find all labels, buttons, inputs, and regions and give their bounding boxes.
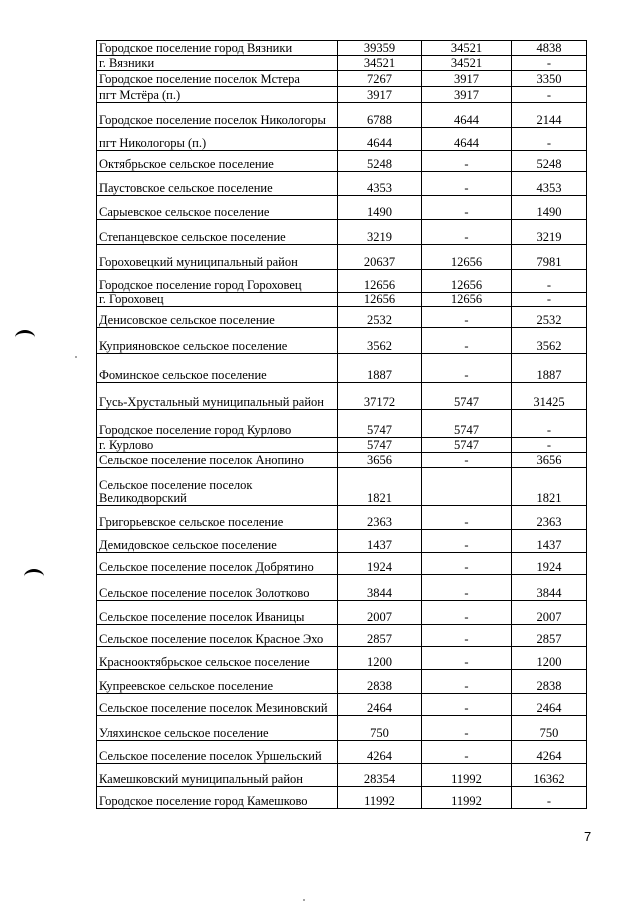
row-value-1-cell: 1437 [338, 530, 422, 553]
row-name-cell: Городское поселение город Курлово [97, 410, 338, 438]
row-value-2-cell: - [422, 530, 512, 553]
row-value-2-cell: - [422, 647, 512, 670]
row-value-2-cell: - [422, 694, 512, 716]
row-value-3-cell: - [512, 410, 587, 438]
row-value-1-cell: 5747 [338, 410, 422, 438]
row-value-2-cell: - [422, 151, 512, 172]
row-name-cell: Гороховецкий муниципальный район [97, 245, 338, 270]
row-value-1-cell: 6788 [338, 103, 422, 128]
row-name-cell: Сельское поселение поселок Добрятино [97, 553, 338, 575]
row-value-2-cell [422, 468, 512, 506]
table-row [97, 128, 587, 151]
row-name-cell: Сельское поселение поселок Иваницы [97, 601, 338, 625]
row-value-3-cell: 2007 [512, 601, 587, 625]
row-value-2-cell: 4644 [422, 128, 512, 151]
row-value-2-cell: - [422, 625, 512, 647]
row-value-1-cell: 2363 [338, 506, 422, 530]
row-name-cell: пгт Мстёра (п.) [97, 87, 338, 103]
row-value-1-cell: 5747 [338, 438, 422, 453]
row-value-2-cell: - [422, 172, 512, 196]
row-value-3-cell: - [512, 293, 587, 307]
row-value-3-cell: 2532 [512, 307, 587, 328]
table-row [97, 438, 587, 453]
row-value-1-cell: 39359 [338, 41, 422, 56]
table-row [97, 172, 587, 196]
row-value-2-cell: - [422, 220, 512, 245]
table-row [97, 293, 587, 307]
row-value-2-cell: - [422, 307, 512, 328]
row-name-cell: Городское поселение город Вязники [97, 41, 338, 56]
row-name-cell: Фоминское сельское поселение [97, 354, 338, 383]
row-value-3-cell: - [512, 787, 587, 809]
table-row [97, 601, 587, 625]
row-value-1-cell: 1887 [338, 354, 422, 383]
row-value-2-cell: 11992 [422, 787, 512, 809]
row-value-2-cell: - [422, 196, 512, 220]
row-value-3-cell: - [512, 438, 587, 453]
row-value-2-cell: - [422, 553, 512, 575]
scan-dot [75, 356, 77, 358]
row-value-2-cell: 5747 [422, 410, 512, 438]
row-value-3-cell: 3350 [512, 71, 587, 87]
row-value-1-cell: 12656 [338, 270, 422, 293]
table-row [97, 530, 587, 553]
row-name-cell: Камешковский муниципальный район [97, 764, 338, 787]
row-value-2-cell: 11992 [422, 764, 512, 787]
row-value-2-cell: - [422, 354, 512, 383]
row-value-3-cell: 2363 [512, 506, 587, 530]
row-value-2-cell: 3917 [422, 71, 512, 87]
row-value-1-cell: 1490 [338, 196, 422, 220]
table-row [97, 354, 587, 383]
table-row [97, 151, 587, 172]
row-value-1-cell: 1821 [338, 468, 422, 506]
row-value-3-cell: 4838 [512, 41, 587, 56]
row-value-3-cell: 2838 [512, 670, 587, 694]
row-value-3-cell: 1490 [512, 196, 587, 220]
table-row [97, 506, 587, 530]
row-value-3-cell: - [512, 87, 587, 103]
table-row [97, 575, 587, 601]
table-row [97, 196, 587, 220]
row-value-1-cell: 20637 [338, 245, 422, 270]
table-row [97, 694, 587, 716]
row-value-3-cell: 4353 [512, 172, 587, 196]
row-value-2-cell: - [422, 506, 512, 530]
row-value-1-cell: 11992 [338, 787, 422, 809]
row-value-3-cell: 1437 [512, 530, 587, 553]
row-value-3-cell: 3656 [512, 453, 587, 468]
row-name-cell: Григорьевское сельское поселение [97, 506, 338, 530]
row-value-1-cell: 12656 [338, 293, 422, 307]
table-row [97, 220, 587, 245]
row-value-1-cell: 4353 [338, 172, 422, 196]
row-value-2-cell: 34521 [422, 56, 512, 71]
scan-dot [303, 899, 305, 901]
row-value-3-cell: 1200 [512, 647, 587, 670]
row-value-2-cell: - [422, 601, 512, 625]
row-value-1-cell: 4644 [338, 128, 422, 151]
row-value-3-cell: 5248 [512, 151, 587, 172]
row-value-3-cell: 2464 [512, 694, 587, 716]
row-name-cell: Сельское поселение поселок Золотково [97, 575, 338, 601]
row-name-cell: Сельское поселение поселок Анопино [97, 453, 338, 468]
table-row [97, 270, 587, 293]
row-value-3-cell: 750 [512, 716, 587, 741]
row-value-1-cell: 3219 [338, 220, 422, 245]
row-name-cell: Куприяновское сельское поселение [97, 328, 338, 354]
row-value-2-cell: 5747 [422, 438, 512, 453]
table-row [97, 647, 587, 670]
row-value-1-cell: 34521 [338, 56, 422, 71]
row-value-2-cell: - [422, 741, 512, 764]
table-row [97, 103, 587, 128]
row-value-1-cell: 28354 [338, 764, 422, 787]
table-body [97, 41, 587, 809]
row-name-cell: г. Курлово [97, 438, 338, 453]
row-value-1-cell: 7267 [338, 71, 422, 87]
row-value-1-cell: 750 [338, 716, 422, 741]
table-row [97, 468, 587, 506]
table-row [97, 71, 587, 87]
row-value-1-cell: 3844 [338, 575, 422, 601]
table-row [97, 56, 587, 71]
row-value-2-cell: - [422, 453, 512, 468]
row-value-3-cell: 3844 [512, 575, 587, 601]
row-name-cell: Степанцевское сельское поселение [97, 220, 338, 245]
table-row [97, 741, 587, 764]
table-row [97, 245, 587, 270]
row-value-1-cell: 1200 [338, 647, 422, 670]
scan-mark [15, 330, 35, 345]
row-name-cell: Сельское поселение поселок Красное Эхо [97, 625, 338, 647]
row-value-1-cell: 3656 [338, 453, 422, 468]
table-row [97, 453, 587, 468]
row-name-cell: г. Гороховец [97, 293, 338, 307]
row-value-2-cell: 34521 [422, 41, 512, 56]
table-row [97, 787, 587, 809]
row-value-3-cell: - [512, 128, 587, 151]
table-row [97, 328, 587, 354]
row-name-cell: Денисовское сельское поселение [97, 307, 338, 328]
row-value-2-cell: 4644 [422, 103, 512, 128]
row-value-2-cell: 12656 [422, 293, 512, 307]
row-value-2-cell: - [422, 670, 512, 694]
row-name-cell: Паустовское сельское поселение [97, 172, 338, 196]
row-value-1-cell: 2857 [338, 625, 422, 647]
row-value-1-cell: 5248 [338, 151, 422, 172]
row-value-3-cell: 1924 [512, 553, 587, 575]
table-row [97, 410, 587, 438]
table-row [97, 41, 587, 56]
table-row [97, 307, 587, 328]
row-name-cell: Сельское поселение поселок Великодворский [97, 468, 338, 506]
row-name-cell: Краснооктябрьское сельское поселение [97, 647, 338, 670]
row-name-cell: Демидовское сельское поселение [97, 530, 338, 553]
table-row [97, 625, 587, 647]
row-name-cell: Сельское поселение поселок Мезиновский [97, 694, 338, 716]
row-value-3-cell: 1887 [512, 354, 587, 383]
page-number: 7 [584, 829, 592, 844]
row-name-cell: пгт Никологоры (п.) [97, 128, 338, 151]
settlements-table [96, 40, 587, 809]
row-value-1-cell: 2532 [338, 307, 422, 328]
table-row [97, 383, 587, 410]
row-name-cell: Гусь-Хрустальный муниципальный район [97, 383, 338, 410]
row-value-3-cell: 2857 [512, 625, 587, 647]
row-value-3-cell: 3219 [512, 220, 587, 245]
row-name-cell: Октябрьское сельское поселение [97, 151, 338, 172]
row-value-2-cell: 5747 [422, 383, 512, 410]
row-value-3-cell: 1821 [512, 468, 587, 506]
row-value-1-cell: 4264 [338, 741, 422, 764]
table-row [97, 716, 587, 741]
row-name-cell: Городское поселение город Камешково [97, 787, 338, 809]
row-value-1-cell: 1924 [338, 553, 422, 575]
row-value-1-cell: 37172 [338, 383, 422, 410]
table-row [97, 764, 587, 787]
row-value-3-cell: 4264 [512, 741, 587, 764]
row-value-1-cell: 2838 [338, 670, 422, 694]
table-row [97, 87, 587, 103]
table-row [97, 553, 587, 575]
row-name-cell: Уляхинское сельское поселение [97, 716, 338, 741]
scan-mark [24, 569, 44, 584]
row-value-1-cell: 3917 [338, 87, 422, 103]
row-value-3-cell: 3562 [512, 328, 587, 354]
row-name-cell: Городское поселение поселок Мстера [97, 71, 338, 87]
row-value-3-cell: 2144 [512, 103, 587, 128]
row-value-3-cell: - [512, 270, 587, 293]
table-row [97, 670, 587, 694]
row-name-cell: Городское поселение город Гороховец [97, 270, 338, 293]
row-value-2-cell: 12656 [422, 270, 512, 293]
row-value-1-cell: 2007 [338, 601, 422, 625]
row-value-2-cell: 3917 [422, 87, 512, 103]
row-value-2-cell: 12656 [422, 245, 512, 270]
row-name-cell: Городское поселение поселок Никологоры [97, 103, 338, 128]
row-value-1-cell: 2464 [338, 694, 422, 716]
row-value-3-cell: - [512, 56, 587, 71]
row-name-cell: Сарыевское сельское поселение [97, 196, 338, 220]
row-value-1-cell: 3562 [338, 328, 422, 354]
row-name-cell: Сельское поселение поселок Уршельский [97, 741, 338, 764]
row-name-cell: г. Вязники [97, 56, 338, 71]
row-value-3-cell: 16362 [512, 764, 587, 787]
row-name-cell: Купреевское сельское поселение [97, 670, 338, 694]
row-value-2-cell: - [422, 328, 512, 354]
row-value-2-cell: - [422, 716, 512, 741]
row-value-3-cell: 7981 [512, 245, 587, 270]
row-value-2-cell: - [422, 575, 512, 601]
row-value-3-cell: 31425 [512, 383, 587, 410]
